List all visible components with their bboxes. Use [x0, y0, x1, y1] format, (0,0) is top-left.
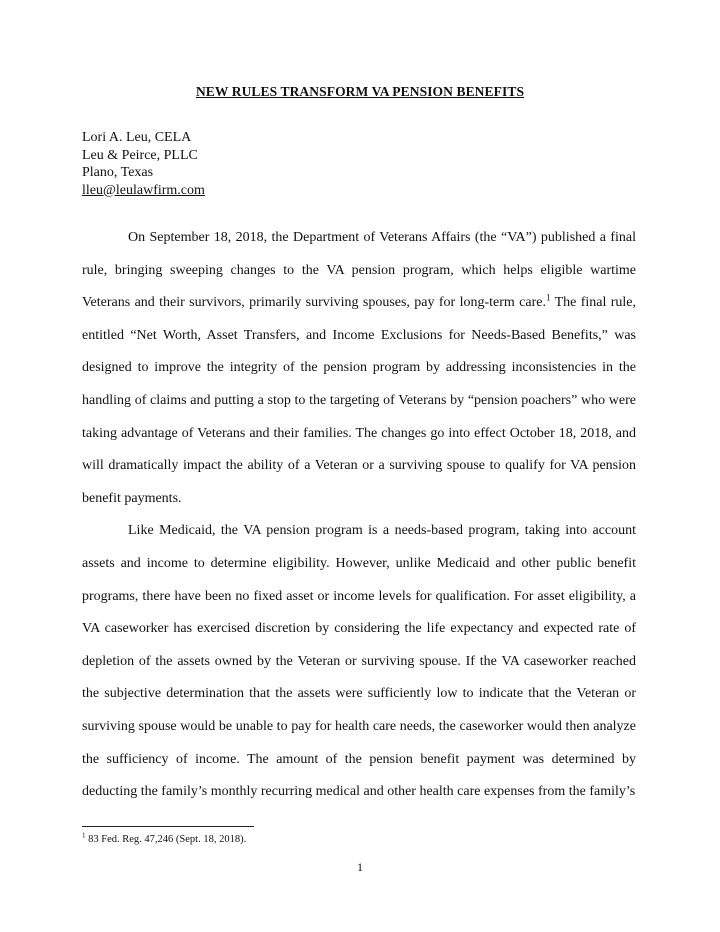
footnote-number: 1 [82, 831, 86, 840]
footnote-reference: 1 [545, 292, 551, 303]
author-block [82, 129, 205, 199]
footnote-divider [82, 826, 254, 827]
author-email-link[interactable]: lleu@leulawfirm.com [82, 182, 205, 198]
footnote [82, 831, 247, 845]
paragraph-1-text-a: On September 18, 2018, the Department of Veterans Affairs (the “VA”) published a final rule, bringing sweeping changes to the VA pension program, which helps eligible wartime Veterans and their survivors, primarily surviving spouses, pay for long-term care. [82, 230, 636, 311]
paragraph-2: Like Medicaid, the VA pension program is a needs-based program, taking into account assets and income to determine eligibility. However, unlike Medicaid and other public benefit programs, there have been no fixed asset or income levels for qualification. For asset eligibility, a VA caseworker has exercised discretion by considering the life expectancy and expected rate of depletion of the assets owned by the Veteran or surviving spouse. If the VA caseworker reached the subjective determination that the assets were sufficiently low to indicate that the Veteran or surviving spouse would be unable to pay for health care needs, the caseworker would then analyze the sufficiency of income. The amount of the pension benefit payment was determined by deducting the family’s monthly recurring medical and other health care expenses from the family’s [82, 523, 636, 800]
paragraph-1 [82, 222, 636, 515]
author-location: Plano, Texas [82, 165, 154, 180]
footnote-text: 83 Fed. Reg. 47,246 (Sept. 18, 2018). [85, 834, 247, 845]
document-title: NEW RULES TRANSFORM VA PENSION BENEFITS [195, 84, 525, 99]
author-name: Lori A. Leu, CELA [82, 130, 192, 145]
page-number: 1 [357, 860, 363, 874]
author-firm: Leu & Peirce, PLLC [82, 147, 198, 163]
body-text [82, 222, 636, 809]
paragraph-1-text-b: The final rule, entitled “Net Worth, Asset Transfers, and Income Exclusions for Needs-Based Benefits,” was designed to improve the integrity of the pension program by addressing inconsistencies in the handling of claims and putting a stop to the targeting of Veterans by “pension poachers” who were taking advantage of Veterans and their families. The changes go into effect October 18, 2018, and will dramatically impact the ability of a Veteran or a surviving spouse to qualify for VA pension benefit payments. [82, 295, 636, 506]
